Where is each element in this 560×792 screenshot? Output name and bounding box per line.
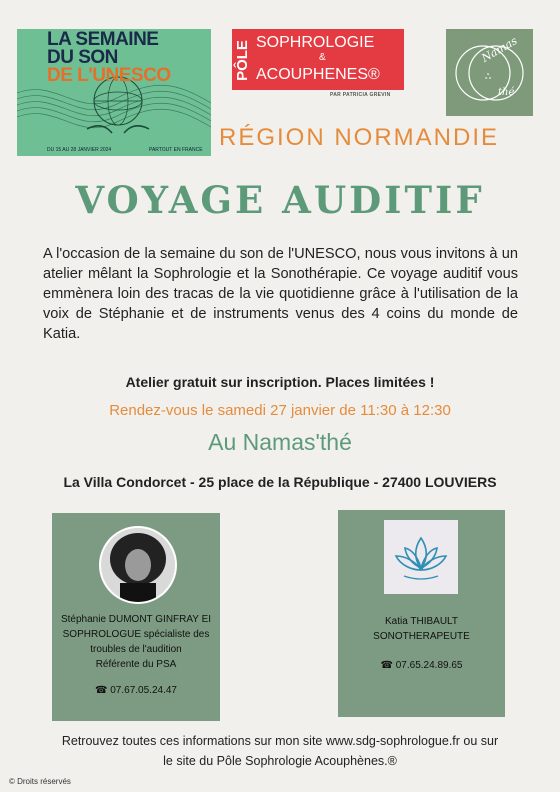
card2-phone: ☎ 07.65.24.89.65 [380, 660, 463, 671]
avatar-photo [98, 525, 178, 605]
atelier-info: Atelier gratuit sur inscription. Places limitées ! [125, 374, 435, 390]
card1-line2: SOPHROLOGUE spécialiste des [62, 629, 210, 640]
intro-paragraph: A l'occasion de la semaine du son de l'UNESCO, nous vous invitons à un atelier mêlant la Sophrologie et la Sonothérapie. Ce voyage auditif vous emmènera loin des tracas de la vie quotidienne grâce à l'utilisation de la voix de Stéphanie et de instruments venus des 4 coins du monde de Katia. [43, 246, 518, 342]
pole-sophrologie-logo [232, 29, 404, 90]
unesco-line2: DU SON [47, 47, 118, 68]
namasthe-word2: thé [498, 87, 515, 98]
venue-address: La Villa Condorcet - 25 place de la République - 27400 LOUVIERS [63, 474, 497, 490]
footer-line1: Retrouvez toutes ces informations sur mon site www.sdg-sophrologue.fr ou sur [61, 734, 499, 748]
card2-line2: SONOTHERAPEUTE [373, 631, 470, 642]
presenter-card-katia [338, 510, 505, 717]
pole-vertical-text: PÔLE [233, 39, 251, 81]
svg-text:ஃ: ஃ [485, 72, 492, 81]
lotus-logo-icon [384, 520, 458, 594]
rings-icon [446, 29, 533, 116]
footer-text [0, 731, 560, 771]
pole-line2: ACOUPHENES® [256, 66, 380, 83]
region-heading: RÉGION NORMANDIE [219, 124, 500, 151]
card2-line1: Katia THIBAULT [385, 616, 458, 627]
page-title: VOYAGE AUDITIF [75, 178, 485, 222]
unesco-place: PARTOUT EN FRANCE [149, 147, 203, 153]
pole-subtitle: PAR PATRICIA GREVIN [330, 92, 391, 98]
card1-line3: troubles de l'audition [90, 644, 182, 655]
unesco-logo [17, 29, 211, 156]
presenter-card-stephanie [52, 513, 220, 721]
card1-line4: Référente du PSA [95, 659, 177, 670]
pole-ampersand: & [319, 52, 326, 63]
card1-line1: Stéphanie DUMONT GINFRAY EI [60, 614, 212, 625]
rendez-vous-info: Rendez-vous le samedi 27 janvier de 11:30 à 12:30 [109, 402, 451, 419]
unesco-line3: DE L'UNESCO [47, 65, 171, 86]
copyright-notice: © Droits réservés [9, 777, 71, 786]
namasthe-word1: Namas [479, 34, 520, 65]
card1-phone: ☎ 07.67.05.24.47 [95, 685, 177, 696]
unesco-dates: DU 15 AU 28 JANVIER 2024 [47, 147, 112, 153]
pole-line1: SOPHROLOGIE [256, 34, 375, 51]
footer-line2: le site du Pôle Sophrologie Acouphènes.® [163, 754, 397, 768]
unesco-line1: LA SEMAINE [47, 29, 159, 50]
namasthe-logo [446, 29, 533, 116]
venue-name: Au Namas'thé [208, 429, 352, 455]
